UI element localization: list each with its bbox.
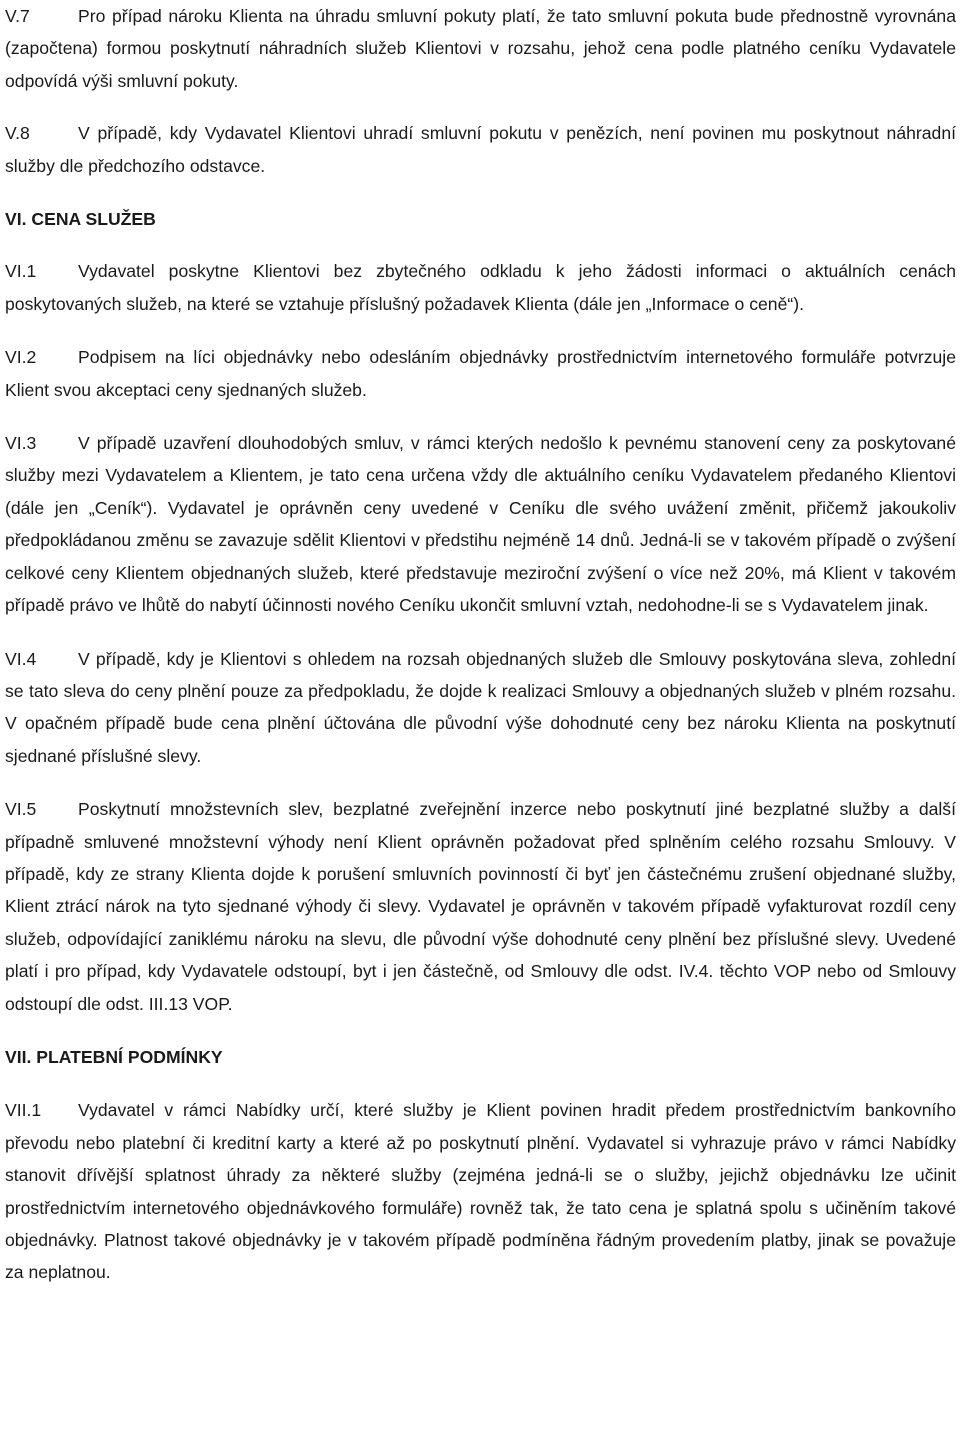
paragraph-number: V.7 — [5, 6, 30, 26]
paragraph-vi3 — [5, 427, 956, 621]
section-heading-vii: VII. PLATEBNÍ PODMÍNKY — [5, 1046, 223, 1067]
paragraph-text: V případě uzavření dlouhodobých smluv, v rámci kterých nedošlo k pevnému stanovení ceny za poskytované služby mezi Vydavatelem a Klientem, je tato cena určena vždy dle aktuálního ceníku Vydavatelem předaného Klientovi (dále jen „Ceník“). Vydavatel je oprávněn ceny uvedené v Ceníku dle svého uvážení změnit, přičemž jakoukoliv předpokládanou změnu se zavazuje sdělit Klientovi v předstihu nejméně 14 dnů. Jedná-li se v takovém případě o zvýšení celkové ceny Klientem objednaných služeb, které představuje meziroční zvýšení o více než 20%, má Klient v takovém případě právo ve lhůtě do nabytí účinnosti nového Ceníku ukončit smluvní vztah, nedohodne-li se s Vydavatelem jinak. — [5, 433, 956, 616]
paragraph-vii1 — [5, 1094, 956, 1288]
paragraph-text: V případě, kdy je Klientovi s ohledem na rozsah objednaných služeb dle Smlouvy poskytována sleva, zohlední se tato sleva do ceny plnění pouze za předpokladu, že dojde k realizaci Smlouvy a objednaných služeb v plném rozsahu. V opačném případě bude cena plnění účtována dle původní výše dohodnuté ceny bez nároku Klienta na poskytnutí sjednané příslušné slevy. — [5, 648, 956, 766]
paragraph-number: VI.2 — [5, 347, 37, 368]
paragraph-number: VII.1 — [5, 1100, 42, 1121]
paragraph-number: VI.5 — [5, 799, 37, 820]
paragraph-text: V případě, kdy Vydavatel Klientovi uhradí smluvní pokutu v penězích, není povinen mu poskytnout náhradní služby dle předchozího odstavce. — [5, 123, 956, 176]
paragraph-vi4 — [5, 643, 956, 773]
section-heading-vi: VI. CENA SLUŽEB — [5, 209, 156, 230]
paragraph-number: VI.4 — [5, 648, 37, 669]
paragraph-text: Vydavatel poskytne Klientovi bez zbytečného odkladu k jeho žádosti informaci o aktuálních cenách poskytovaných služeb, na které se vztahuje příslušný požadavek Klienta (dále jen „Informace o ceně“). — [5, 261, 956, 314]
paragraph-v7 — [5, 0, 956, 97]
paragraph-vi5 — [5, 793, 956, 1020]
paragraph-text: Pro případ nároku Klienta na úhradu smluvní pokuty platí, že tato smluvní pokuta bude přednostně vyrovnána (započtena) formou poskytnutí náhradních služeb Klientovi v rozsahu, jehož cena podle platného ceníku Vydavatele odpovídá výši smluvní pokuty. — [5, 6, 956, 91]
paragraph-number: VI.1 — [5, 261, 37, 282]
paragraph-text: Podpisem na líci objednávky nebo odesláním objednávky prostřednictvím internetového formuláře potvrzuje Klient svou akceptaci ceny sjednaných služeb. — [5, 347, 956, 400]
paragraph-number: V.8 — [5, 123, 30, 144]
paragraph-vi1 — [5, 255, 956, 320]
paragraph-text: Vydavatel v rámci Nabídky určí, které služby je Klient povinen hradit předem prostřednictvím bankovního převodu nebo platební či kreditní karty a které až po poskytnutí plnění. Vydavatel si vyhrazuje právo v rámci Nabídky stanovit dřívější splatnost úhrady za některé služby (zejména jedná-li se o služby, jejichž objednávku lze učinit prostřednictvím internetového objednávkového formuláře) rovněž tak, že tato cena je splatná spolu s učiněním takové objednávky. Platnost takové objednávky je v takovém případě podmíněna řádným provedením platby, jinak se považuje za neplatnou. — [5, 1100, 956, 1283]
paragraph-v8 — [5, 117, 956, 182]
paragraph-number: VI.3 — [5, 433, 37, 454]
paragraph-vi2 — [5, 341, 956, 406]
paragraph-text: Poskytnutí množstevních slev, bezplatné zveřejnění inzerce nebo poskytnutí jiné bezplatné služby a další případně smluvené množstevní výhody není Klient oprávněn požadovat před splněním celého rozsahu Smlouvy. V případě, kdy ze strany Klienta dojde k porušení smluvních povinností či byť jen částečnému zrušení objednané služby, Klient ztrácí nárok na tyto sjednané výhody či slevy. Vydavatel je oprávněn v takovém případě vyfakturovat rozdíl ceny služeb, odpovídající zaniklému nároku na slevu, dle původní výše dohodnuté ceny plnění bez příslušné slevy. Uvedené platí i pro případ, kdy Vydavatele odstoupí, byt i jen částečně, od Smlouvy dle odst. IV.4. těchto VOP nebo od Smlouvy odstoupí dle odst. III.13 VOP. — [5, 799, 956, 1014]
